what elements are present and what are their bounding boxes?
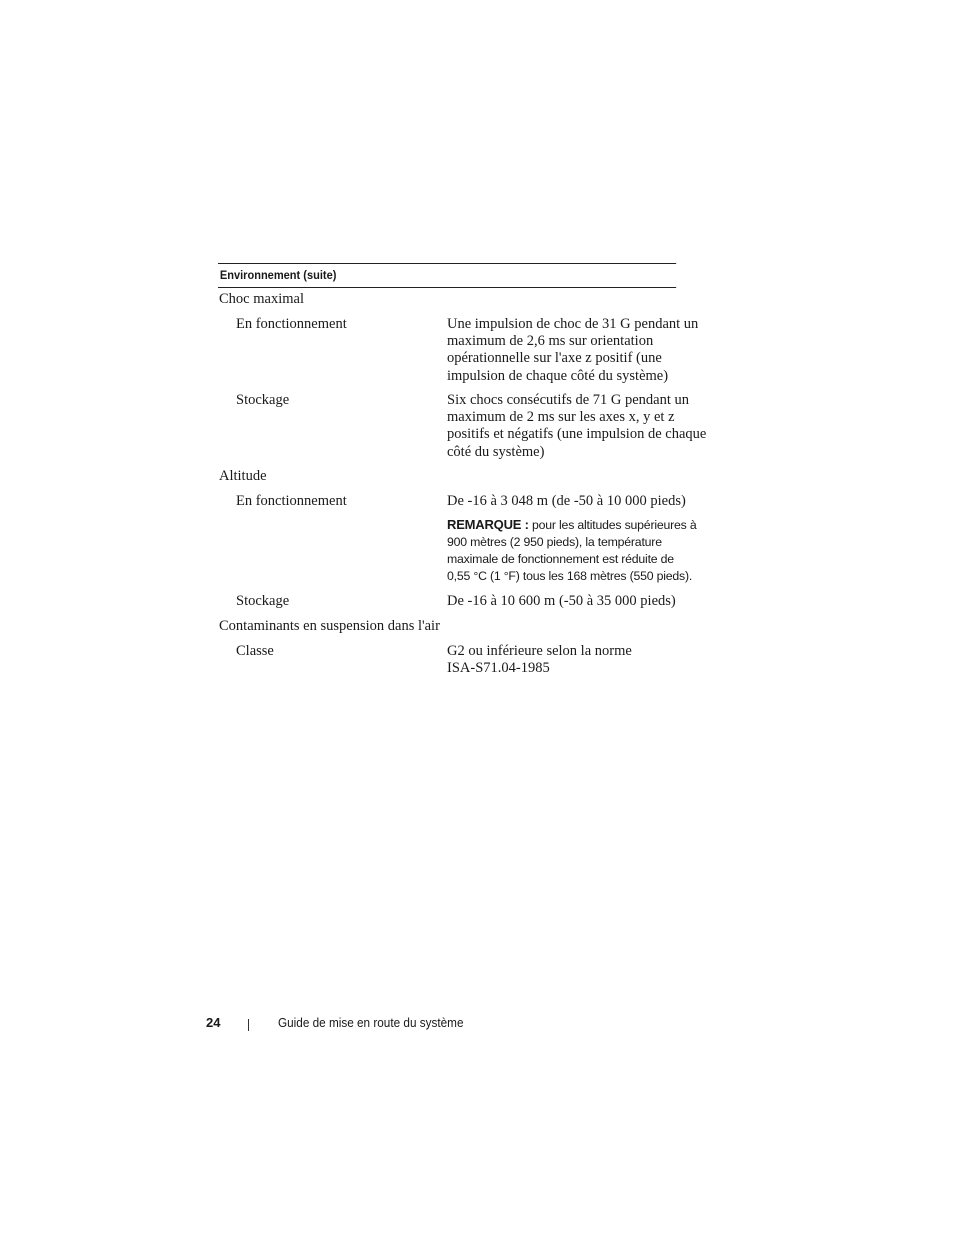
shock-operating-line: impulsion de chaque côté du système) [447,367,669,384]
contaminants-class-line: ISA-S71.04-1985 [447,660,550,677]
shock-storage-line: Six chocs consécutifs de 71 G pendant un [447,392,690,408]
table-header: Environnement (suite) [218,263,676,288]
shock-operating-value [447,316,717,385]
note-line: maximale de fonctionnement est réduite de [447,552,674,567]
contaminants-class-label: Classe [236,643,274,659]
shock-storage-line: positifs et négatifs (une impulsion de chaque [447,426,707,443]
contaminants-heading: Contaminants en suspension dans l'air [219,618,440,634]
altitude-heading: Altitude [219,468,267,484]
shock-storage-label: Stockage [236,392,290,408]
shock-heading: Choc maximal [219,291,304,307]
note-title: REMARQUE : [447,517,529,532]
shock-storage-line: côté du système) [447,443,545,460]
footer-title: Guide de mise en route du système [278,1016,464,1030]
contaminants-class-line: G2 ou inférieure selon la norme [447,643,632,659]
shock-operating-label: En fonctionnement [236,316,347,332]
note-line [447,516,722,534]
shock-storage-value [447,392,717,461]
contaminants-class-value [447,643,717,677]
altitude-operating-value: De -16 à 3 048 m (de -50 à 10 000 pieds) [447,493,686,509]
altitude-storage-label: Stockage [236,593,290,609]
shock-storage-line: maximum de 2 ms sur les axes x, y et z [447,409,675,426]
page-number: 24 [206,1015,221,1030]
footer-separator [248,1019,249,1031]
shock-operating-line: opérationnelle sur l'axe z positif (une [447,350,662,367]
shock-operating-line: Une impulsion de choc de 31 G pendant un [447,316,699,332]
shock-operating-line: maximum de 2,6 ms sur orientation [447,333,654,350]
altitude-operating-label: En fonctionnement [236,493,347,509]
altitude-note [447,516,722,585]
altitude-storage-value: De -16 à 10 600 m (-50 à 35 000 pieds) [447,593,676,609]
note-line: 900 mètres (2 950 pieds), la température [447,535,662,550]
note-line: 0,55 °C (1 °F) tous les 168 mètres (550 pieds). [447,569,693,584]
note-text: pour les altitudes supérieures à [528,518,697,532]
